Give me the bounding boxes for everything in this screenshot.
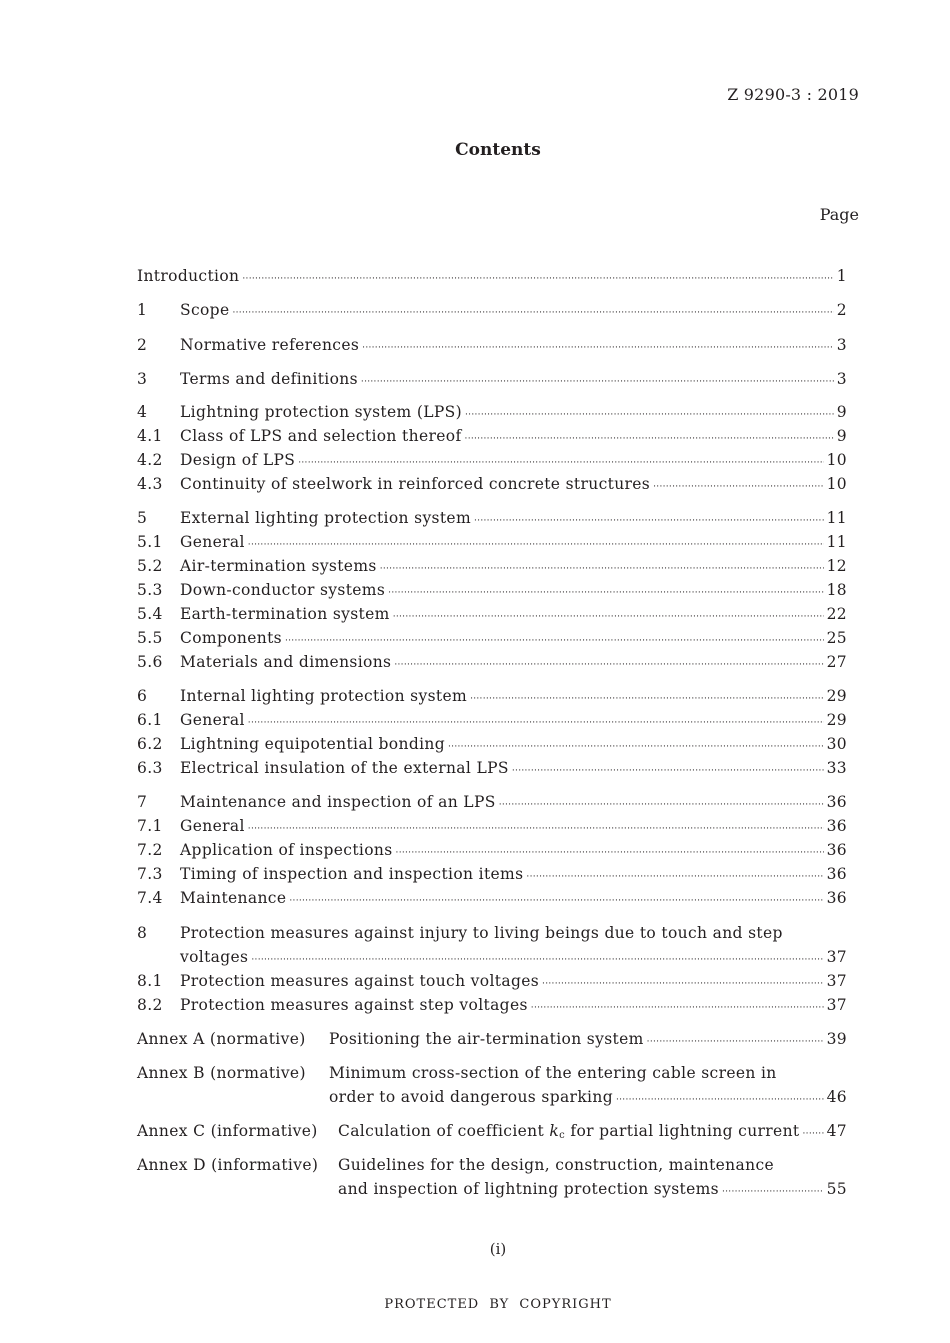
- toc-number: 2: [137, 336, 148, 354]
- toc-entry-2[interactable]: [137, 336, 847, 358]
- toc-page: 3: [836, 336, 847, 354]
- toc-number: 7: [137, 793, 148, 811]
- leader-dots: [396, 848, 824, 858]
- toc-entry-1[interactable]: [137, 301, 847, 323]
- toc-number: 7.3: [137, 865, 163, 883]
- toc-page: 12: [826, 557, 847, 575]
- coefficient-subscript: c: [559, 1130, 566, 1141]
- toc-entry-5-3[interactable]: [137, 581, 847, 603]
- toc-title: Positioning the air-termination system: [329, 1030, 644, 1048]
- toc-page: 36: [826, 865, 847, 883]
- page-folio: (i): [489, 1240, 507, 1258]
- toc-page: 29: [826, 687, 847, 705]
- leader-dots: [380, 564, 824, 574]
- leader-dots: [474, 516, 824, 526]
- leader-dots: [531, 1003, 824, 1013]
- toc-title: Normative references: [180, 336, 360, 354]
- leader-dots: [499, 800, 824, 810]
- leader-dots: [653, 482, 823, 492]
- leader-dots: [470, 694, 824, 704]
- toc-entry-8-1[interactable]: [137, 972, 847, 994]
- toc-number: 1: [137, 301, 148, 319]
- toc-page: 3: [836, 370, 847, 388]
- toc-title: Components: [180, 629, 282, 647]
- leader-dots: [362, 343, 834, 353]
- copyright-footer: PROTECTED BY COPYRIGHT: [384, 1297, 612, 1312]
- toc-entry-6-3[interactable]: [137, 759, 847, 781]
- toc-entry-4-3[interactable]: [137, 475, 847, 497]
- toc-title: Lightning equipotential bonding: [180, 735, 446, 753]
- leader-dots: [448, 742, 824, 752]
- toc-page: 36: [826, 793, 847, 811]
- toc-number: 5.3: [137, 581, 163, 599]
- leader-dots: [232, 308, 833, 318]
- toc-page: 18: [826, 581, 847, 599]
- toc-page: 9: [836, 427, 847, 445]
- toc-number: 6.1: [137, 711, 163, 729]
- toc-entry-annex-d-continued[interactable]: [338, 1180, 847, 1202]
- toc-page: 37: [826, 972, 847, 990]
- toc-number: 5: [137, 509, 148, 527]
- toc-number: 6.3: [137, 759, 163, 777]
- toc-title: Down-conductor systems: [180, 581, 386, 599]
- toc-number: 8: [137, 924, 148, 942]
- toc-entry-annex-b[interactable]: [329, 1064, 777, 1082]
- toc-page: 22: [826, 605, 847, 623]
- leader-dots: [616, 1095, 824, 1105]
- leader-dots: [361, 377, 834, 387]
- toc-title: General: [180, 533, 245, 551]
- annex-c-label: Annex C (informative): [137, 1122, 318, 1140]
- toc-page: 36: [826, 841, 847, 859]
- toc-page: 2: [836, 301, 847, 319]
- toc-page: 47: [826, 1122, 847, 1140]
- leader-dots: [465, 434, 834, 444]
- leader-dots: [512, 766, 824, 776]
- toc-entry-7-1[interactable]: [137, 817, 847, 839]
- toc-entry-8[interactable]: [137, 924, 847, 946]
- toc-number: 3: [137, 370, 148, 388]
- leader-dots: [393, 612, 824, 622]
- toc-entry-8-2[interactable]: [137, 996, 847, 1018]
- toc-page: 37: [826, 948, 847, 966]
- toc-page: 11: [826, 533, 847, 551]
- toc-number: 5.1: [137, 533, 163, 551]
- leader-dots: [248, 540, 824, 550]
- toc-page: 27: [826, 653, 847, 671]
- toc-title: Class of LPS and selection thereof: [180, 427, 462, 445]
- toc-page: 37: [826, 996, 847, 1014]
- toc-number: 7.2: [137, 841, 163, 859]
- toc-title: Protection measures against touch voltages: [180, 972, 540, 990]
- leader-dots: [289, 896, 823, 906]
- leader-dots: [285, 636, 824, 646]
- toc-entry-annex-c[interactable]: [338, 1122, 847, 1144]
- toc-title: General: [180, 711, 245, 729]
- toc-entry-annex-b-continued[interactable]: [329, 1088, 847, 1110]
- toc-page: 30: [826, 735, 847, 753]
- toc-entry-4-2[interactable]: [137, 451, 847, 473]
- annex-a-label: Annex A (normative): [137, 1030, 306, 1048]
- toc-number: 5.6: [137, 653, 163, 671]
- toc-title-pre: Calculation of coefficient: [338, 1122, 545, 1140]
- leader-dots: [242, 274, 833, 284]
- toc-title-continued: order to avoid dangerous sparking: [329, 1088, 613, 1106]
- document-number: Z 9290-3 : 2019: [727, 85, 859, 104]
- toc-entry-4[interactable]: [137, 403, 847, 425]
- leader-dots: [388, 588, 823, 598]
- leader-dots: [298, 458, 823, 468]
- toc-title-continued: and inspection of lightning protection systems: [338, 1180, 719, 1198]
- toc-title: Materials and dimensions: [180, 653, 392, 671]
- leader-dots: [526, 872, 823, 882]
- toc-entry-7-3[interactable]: [137, 865, 847, 887]
- page-column-label: Page: [819, 205, 859, 224]
- toc-number: 4.1: [137, 427, 163, 445]
- leader-dots: [803, 1129, 824, 1139]
- toc-page: 9: [836, 403, 847, 421]
- toc-page: 39: [826, 1030, 847, 1048]
- toc-entry-7-2[interactable]: [137, 841, 847, 863]
- leader-dots: [542, 979, 824, 989]
- toc-number: 8.2: [137, 996, 163, 1014]
- toc-number: 5.5: [137, 629, 163, 647]
- toc-page: 29: [826, 711, 847, 729]
- toc-title: Timing of inspection and inspection items: [180, 865, 524, 883]
- toc-entry-3[interactable]: [137, 370, 847, 392]
- toc-title: Scope: [180, 301, 230, 319]
- toc-title-continued: voltages: [180, 948, 249, 966]
- toc-number: 8.1: [137, 972, 163, 990]
- toc-entry-5-1[interactable]: [137, 533, 847, 555]
- toc-page: 55: [826, 1180, 847, 1198]
- toc-title: General: [180, 817, 245, 835]
- toc-title: Electrical insulation of the external LPS: [180, 759, 509, 777]
- toc-page: 46: [826, 1088, 847, 1106]
- leader-dots: [248, 824, 824, 834]
- toc-entry-5-6[interactable]: [137, 653, 847, 675]
- toc-page: 25: [826, 629, 847, 647]
- leader-dots: [465, 410, 834, 420]
- toc-title: Introduction: [137, 267, 240, 285]
- toc-title: Internal lighting protection system: [180, 687, 468, 705]
- toc-entry-5[interactable]: [137, 509, 847, 531]
- toc-number: 6: [137, 687, 148, 705]
- toc-title: Continuity of steelwork in reinforced concrete structures: [180, 475, 651, 493]
- toc-number: 4.2: [137, 451, 163, 469]
- toc-title: Maintenance and inspection of an LPS: [180, 793, 496, 811]
- toc-title: Protection measures against step voltages: [180, 996, 528, 1014]
- toc-number: 5.2: [137, 557, 163, 575]
- toc-entry-annex-d[interactable]: [338, 1156, 774, 1174]
- toc-title: External lighting protection system: [180, 509, 471, 527]
- toc-title: Application of inspections: [180, 841, 393, 859]
- toc-entry-introduction[interactable]: [137, 267, 847, 289]
- toc-number: 4.3: [137, 475, 163, 493]
- toc-number: 6.2: [137, 735, 163, 753]
- toc-number: 4: [137, 403, 148, 421]
- toc-entry-7-4[interactable]: [137, 889, 847, 911]
- annex-b-label: Annex B (normative): [137, 1064, 306, 1082]
- toc-entry-5-5[interactable]: [137, 629, 847, 651]
- toc-page: 36: [826, 817, 847, 835]
- toc-title: Lightning protection system (LPS): [180, 403, 463, 421]
- toc-entry-annex-a[interactable]: [329, 1030, 847, 1052]
- toc-page: 33: [826, 759, 847, 777]
- toc-entry-5-2[interactable]: [137, 557, 847, 579]
- toc-title: Maintenance: [180, 889, 287, 907]
- toc-entry-6-1[interactable]: [137, 711, 847, 733]
- page-title: Contents: [455, 140, 541, 160]
- toc-number: 7.1: [137, 817, 163, 835]
- toc-page: 36: [826, 889, 847, 907]
- toc-number: 5.4: [137, 605, 163, 623]
- toc-title-post: for partial lightning current: [570, 1122, 800, 1140]
- toc-page: 11: [826, 509, 847, 527]
- toc-entry-6[interactable]: [137, 687, 847, 709]
- toc-title: Design of LPS: [180, 451, 296, 469]
- leader-dots: [394, 660, 823, 670]
- toc-title: Guidelines for the design, construction, maintenance: [338, 1156, 774, 1174]
- toc-entry-6-2[interactable]: [137, 735, 847, 757]
- leader-dots: [722, 1187, 824, 1197]
- toc-page: 10: [826, 451, 847, 469]
- toc-page: 1: [836, 267, 847, 285]
- coefficient-symbol: k: [549, 1122, 560, 1140]
- toc-title: Terms and definitions: [180, 370, 358, 388]
- toc-entry-5-4[interactable]: [137, 605, 847, 627]
- leader-dots: [647, 1037, 824, 1047]
- toc-number: 7.4: [137, 889, 163, 907]
- toc-entry-4-1[interactable]: [137, 427, 847, 449]
- toc-entry-7[interactable]: [137, 793, 847, 815]
- leader-dots: [248, 718, 824, 728]
- annex-d-label: Annex D (informative): [137, 1156, 319, 1174]
- toc-title: Earth-termination system: [180, 605, 390, 623]
- toc-page: 10: [826, 475, 847, 493]
- toc-title: Minimum cross-section of the entering cable screen in: [329, 1064, 777, 1082]
- toc-title: Protection measures against injury to living beings due to touch and step: [180, 924, 783, 942]
- leader-dots: [251, 955, 823, 965]
- toc-title: [338, 1122, 800, 1141]
- toc-entry-8-continued[interactable]: [180, 948, 847, 970]
- toc-title: Air-termination systems: [180, 557, 377, 575]
